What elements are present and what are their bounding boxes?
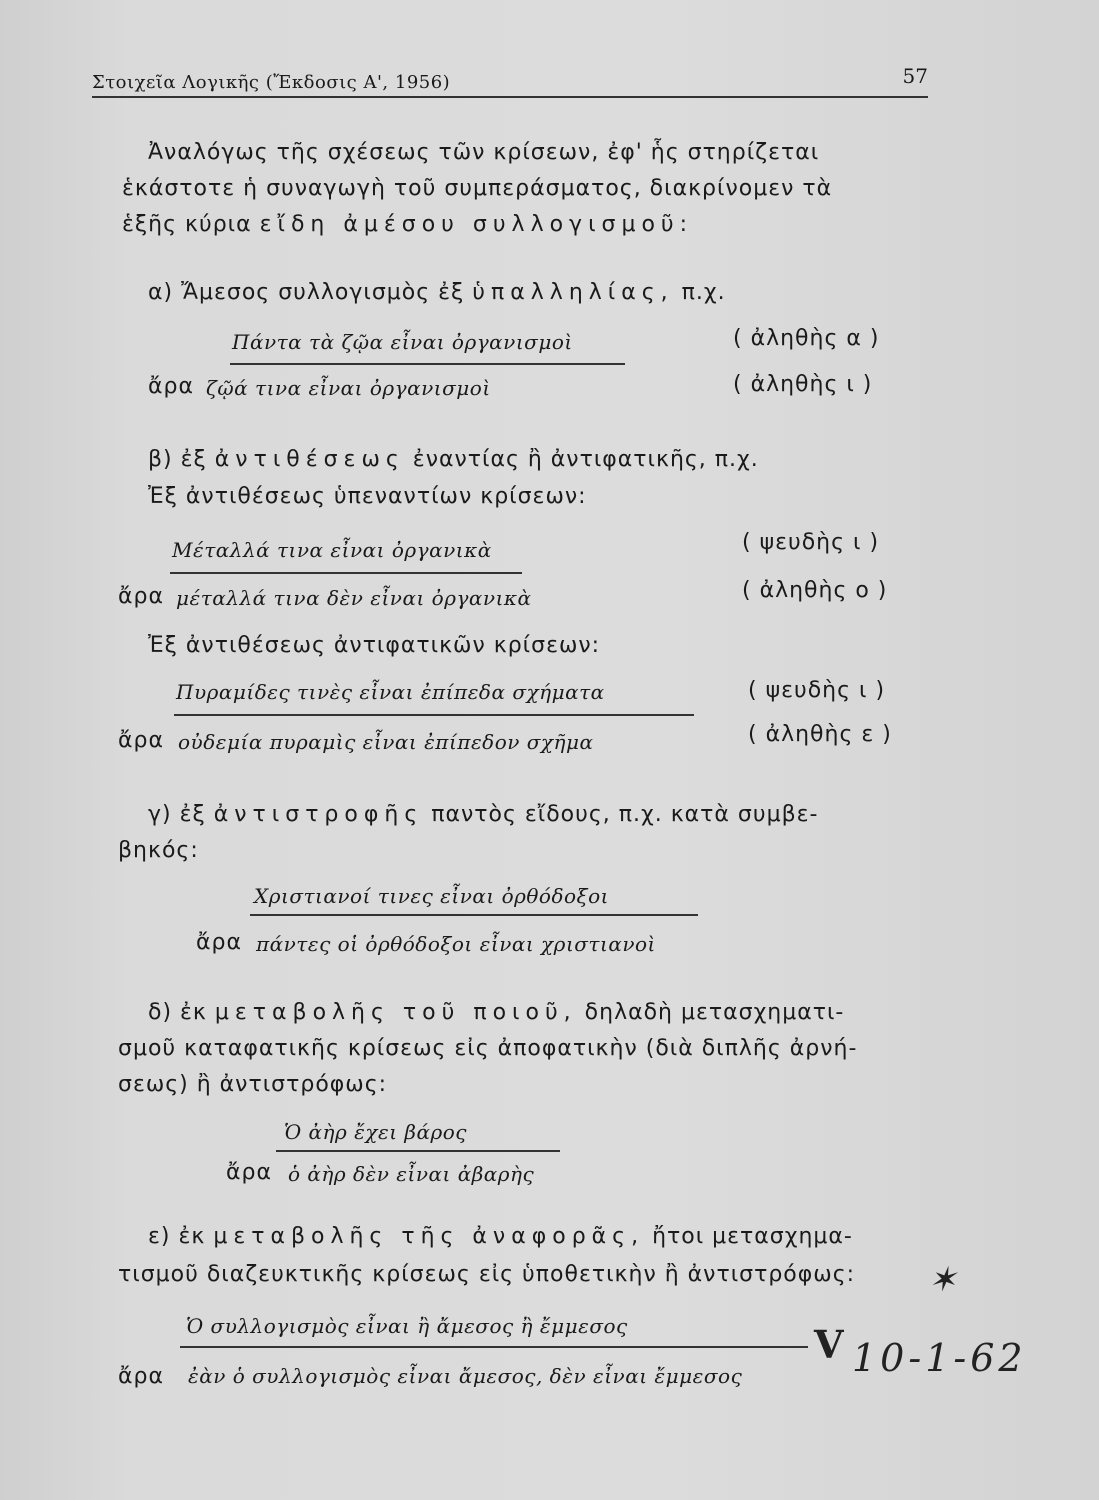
handwritten-star-mark: ✶	[928, 1260, 957, 1300]
section-e-heading	[148, 1224, 853, 1249]
section-e-spaced: μεταβολῆς τῆς ἀναφορᾶς,	[213, 1224, 645, 1249]
section-c-ara: ἄρα	[196, 930, 242, 955]
section-d-premise: Ὁ ἀὴρ ἔχει βάρος	[284, 1120, 467, 1144]
section-b-conclusion-1: μέταλλά τινα δὲν εἶναι ὀργανικὰ	[176, 586, 532, 610]
section-d-heading	[148, 1000, 844, 1025]
section-d-rule	[276, 1150, 560, 1152]
section-a-suffix: π.χ.	[681, 280, 726, 305]
section-c-premise: Χριστιανοί τινες εἶναι ὀρθόδοξοι	[254, 884, 609, 908]
section-d-conclusion: ὁ ἀὴρ δὲν εἶναι ἀβαρὴς	[288, 1162, 535, 1186]
intro-line-3-spaced: εἴδη ἀμέσου συλλογισμοῦ:	[259, 212, 694, 237]
section-a-ara: ἄρα	[148, 374, 194, 399]
section-d-ara: ἄρα	[226, 1160, 272, 1185]
intro-line-3	[122, 212, 693, 237]
intro-line-3-prefix: ἑξῆς κύρια	[122, 212, 252, 237]
section-d-spaced: μεταβολῆς τοῦ ποιοῦ,	[214, 1000, 577, 1025]
section-c-rule	[250, 914, 698, 916]
section-c-label: γ) ἐξ	[148, 802, 206, 827]
section-c-conclusion: πάντες οἱ ὀρθόδοξοι εἶναι χριστιανοὶ	[256, 932, 656, 956]
section-c-spaced: ἀντιστροφῆς	[213, 802, 424, 827]
section-b-conclusion-1-verdict: ( ἀληθὴς ο )	[742, 578, 888, 603]
handwritten-date: 10-1-62	[852, 1336, 1027, 1380]
section-b-premise-1-verdict: ( ψευδὴς ι )	[742, 530, 880, 555]
section-b-premise-1: Μέταλλά τινα εἶναι ὀργανικὰ	[172, 538, 492, 562]
section-b-spaced: ἀντιθέσεως	[214, 447, 405, 472]
running-header	[92, 64, 928, 98]
section-d-line-2: σμοῦ καταφατικῆς κρίσεως εἰς ἀποφατικὴν (διὰ διπλῆς ἀρνή-	[118, 1036, 858, 1061]
section-b-premise-2: Πυραμίδες τινὲς εἶναι ἐπίπεδα σχήματα	[176, 680, 605, 704]
section-c-heading	[148, 802, 818, 827]
section-b-sub-2: Ἐξ ἀντιθέσεως ἀντιφατικῶν κρίσεων:	[148, 633, 601, 658]
section-e-premise: Ὁ συλλογισμὸς εἶναι ἢ ἄμεσος ἢ ἔμμεσος	[186, 1314, 628, 1338]
section-e-conclusion: ἐὰν ὁ συλλογισμὸς εἶναι ἄμεσος, δὲν εἶναι ἔμμεσος	[188, 1364, 743, 1388]
section-b-conclusion-2: οὐδεμία πυραμὶς εἶναι ἐπίπεδον σχῆμα	[178, 730, 594, 754]
section-c-line-2: βηκός:	[118, 838, 199, 863]
section-b-rule-2	[174, 714, 694, 716]
section-a-label: α) Ἄμεσος συλλογισμὸς ἐξ	[148, 280, 465, 305]
section-a-spaced: ὑπαλληλίας,	[472, 280, 674, 305]
section-a-premise: Πάντα τὰ ζῷα εἶναι ὀργανισμοὶ	[232, 330, 573, 354]
section-b-heading	[148, 447, 759, 472]
page-number: 57	[902, 64, 928, 88]
section-d-suffix: δηλαδὴ μετασχηματι-	[584, 1000, 845, 1025]
section-b-suffix: ἐναντίας ἢ ἀντιφατικῆς, π.χ.	[412, 447, 759, 472]
section-b-conclusion-2-verdict: ( ἀληθὴς ε )	[748, 722, 892, 747]
section-a-conclusion-verdict: ( ἀληθὴς ι )	[733, 372, 873, 397]
section-e-suffix: ἤτοι μετασχημα-	[652, 1224, 853, 1249]
section-a-premise-verdict: ( ἀληθὴς α )	[733, 326, 880, 351]
section-e-line-2: τισμοῦ διαζευκτικῆς κρίσεως εἰς ὑποθετικὴν ἢ ἀντιστρόφως:	[118, 1262, 856, 1287]
section-b-sub-1: Ἐξ ἀντιθέσεως ὑπεναντίων κρίσεων:	[148, 484, 587, 509]
section-b-ara-1: ἄρα	[118, 584, 164, 609]
section-c-suffix: παντὸς εἴδους, π.χ. κατὰ συμβε-	[431, 802, 819, 827]
section-e-rule	[180, 1346, 808, 1348]
section-b-rule-1	[170, 572, 522, 574]
book-title: Στοιχεῖα Λογικῆς (Ἔκδοσις Α', 1956)	[92, 72, 451, 93]
section-d-line-3: σεως) ἢ ἀντιστρόφως:	[118, 1072, 388, 1097]
section-e-label: ε) ἐκ	[148, 1224, 206, 1249]
handwritten-check-mark: V	[814, 1322, 844, 1367]
section-a-heading	[148, 280, 726, 305]
intro-line-2: ἑκάστοτε ἡ συναγωγὴ τοῦ συμπεράσματος, διακρίνομεν τὰ	[122, 176, 833, 201]
intro-line-1: Ἀναλόγως τῆς σχέσεως τῶν κρίσεων, ἐφ' ἧς στηρίζεται	[148, 140, 820, 165]
section-d-label: δ) ἐκ	[148, 1000, 207, 1025]
section-e-ara: ἄρα	[118, 1364, 164, 1389]
section-b-ara-2: ἄρα	[118, 728, 164, 753]
section-a-conclusion: ζῷά τινα εἶναι ὀργανισμοὶ	[206, 376, 491, 400]
section-b-premise-2-verdict: ( ψευδὴς ι )	[748, 678, 886, 703]
section-a-rule	[230, 363, 625, 365]
section-b-label: β) ἐξ	[148, 447, 207, 472]
